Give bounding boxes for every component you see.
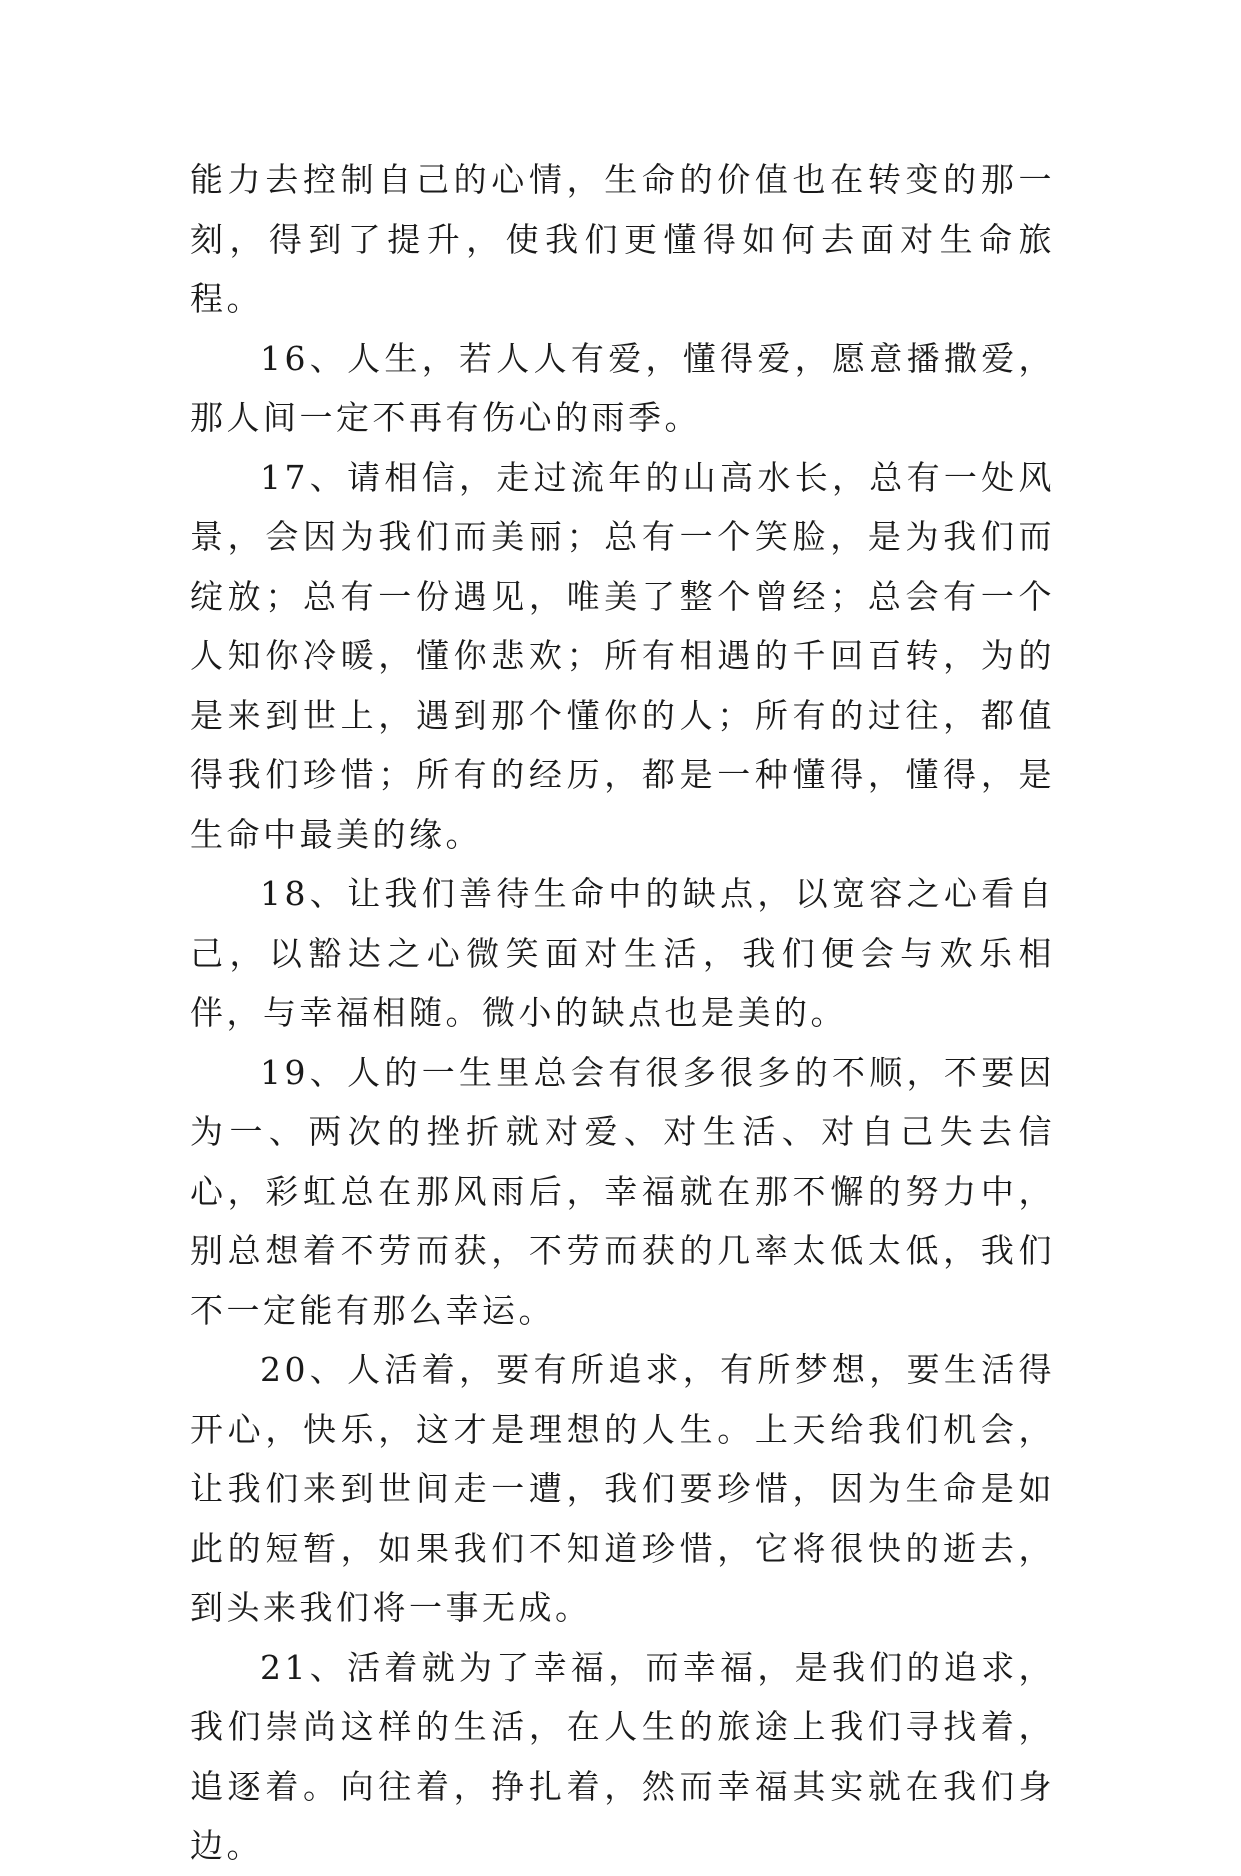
paragraph-16: 16、人生，若人人有爱，懂得爱，愿意播撒爱，那人间一定不再有伤心的雨季。 xyxy=(190,338,1055,437)
paragraph-continuation: 能力去控制自己的心情，生命的价值也在转变的那一刻，得到了提升，使我们更懂得如何去面对生命旅程。 xyxy=(190,160,1055,318)
document-page xyxy=(190,150,1055,1876)
paragraph-20: 20、人活着，要有所追求，有所梦想，要生活得开心，快乐，这才是理想的人生。上天给我们机会，让我们来到世间走一遭，我们要珍惜，因为生命是如此的短暂，如果我们不知道珍惜，它将很快的逝去，到头来我们将一事无成。 xyxy=(190,1350,1055,1627)
paragraph-19: 19、人的一生里总会有很多很多的不顺，不要因为一、两次的挫折就对爱、对生活、对自己失去信心，彩虹总在那风雨后，幸福就在那不懈的努力中，别总想着不劳而获，不劳而获的几率太低太低，我们不一定能有那么幸运。 xyxy=(190,1052,1055,1330)
paragraph-18: 18、让我们善待生命中的缺点，以宽容之心看自己，以豁达之心微笑面对生活，我们便会与欢乐相伴，与幸福相随。微小的缺点也是美的。 xyxy=(190,874,1055,1032)
paragraph-21: 21、活着就为了幸福，而幸福，是我们的追求，我们崇尚这样的生活，在人生的旅途上我们寻找着，追逐着。向往着，挣扎着，然而幸福其实就在我们身边。 xyxy=(190,1647,1055,1865)
paragraph-17: 17、请相信，走过流年的山高水长，总有一处风景，会因为我们而美丽；总有一个笑脸，是为我们而绽放；总有一份遇见，唯美了整个曾经；总会有一个人知你冷暖，懂你悲欢；所有相遇的千回百转，为的是来到世上，遇到那个懂你的人；所有的过往，都值得我们珍惜；所有的经历，都是一种懂得，懂得，是生命中最美的缘。 xyxy=(190,457,1055,854)
